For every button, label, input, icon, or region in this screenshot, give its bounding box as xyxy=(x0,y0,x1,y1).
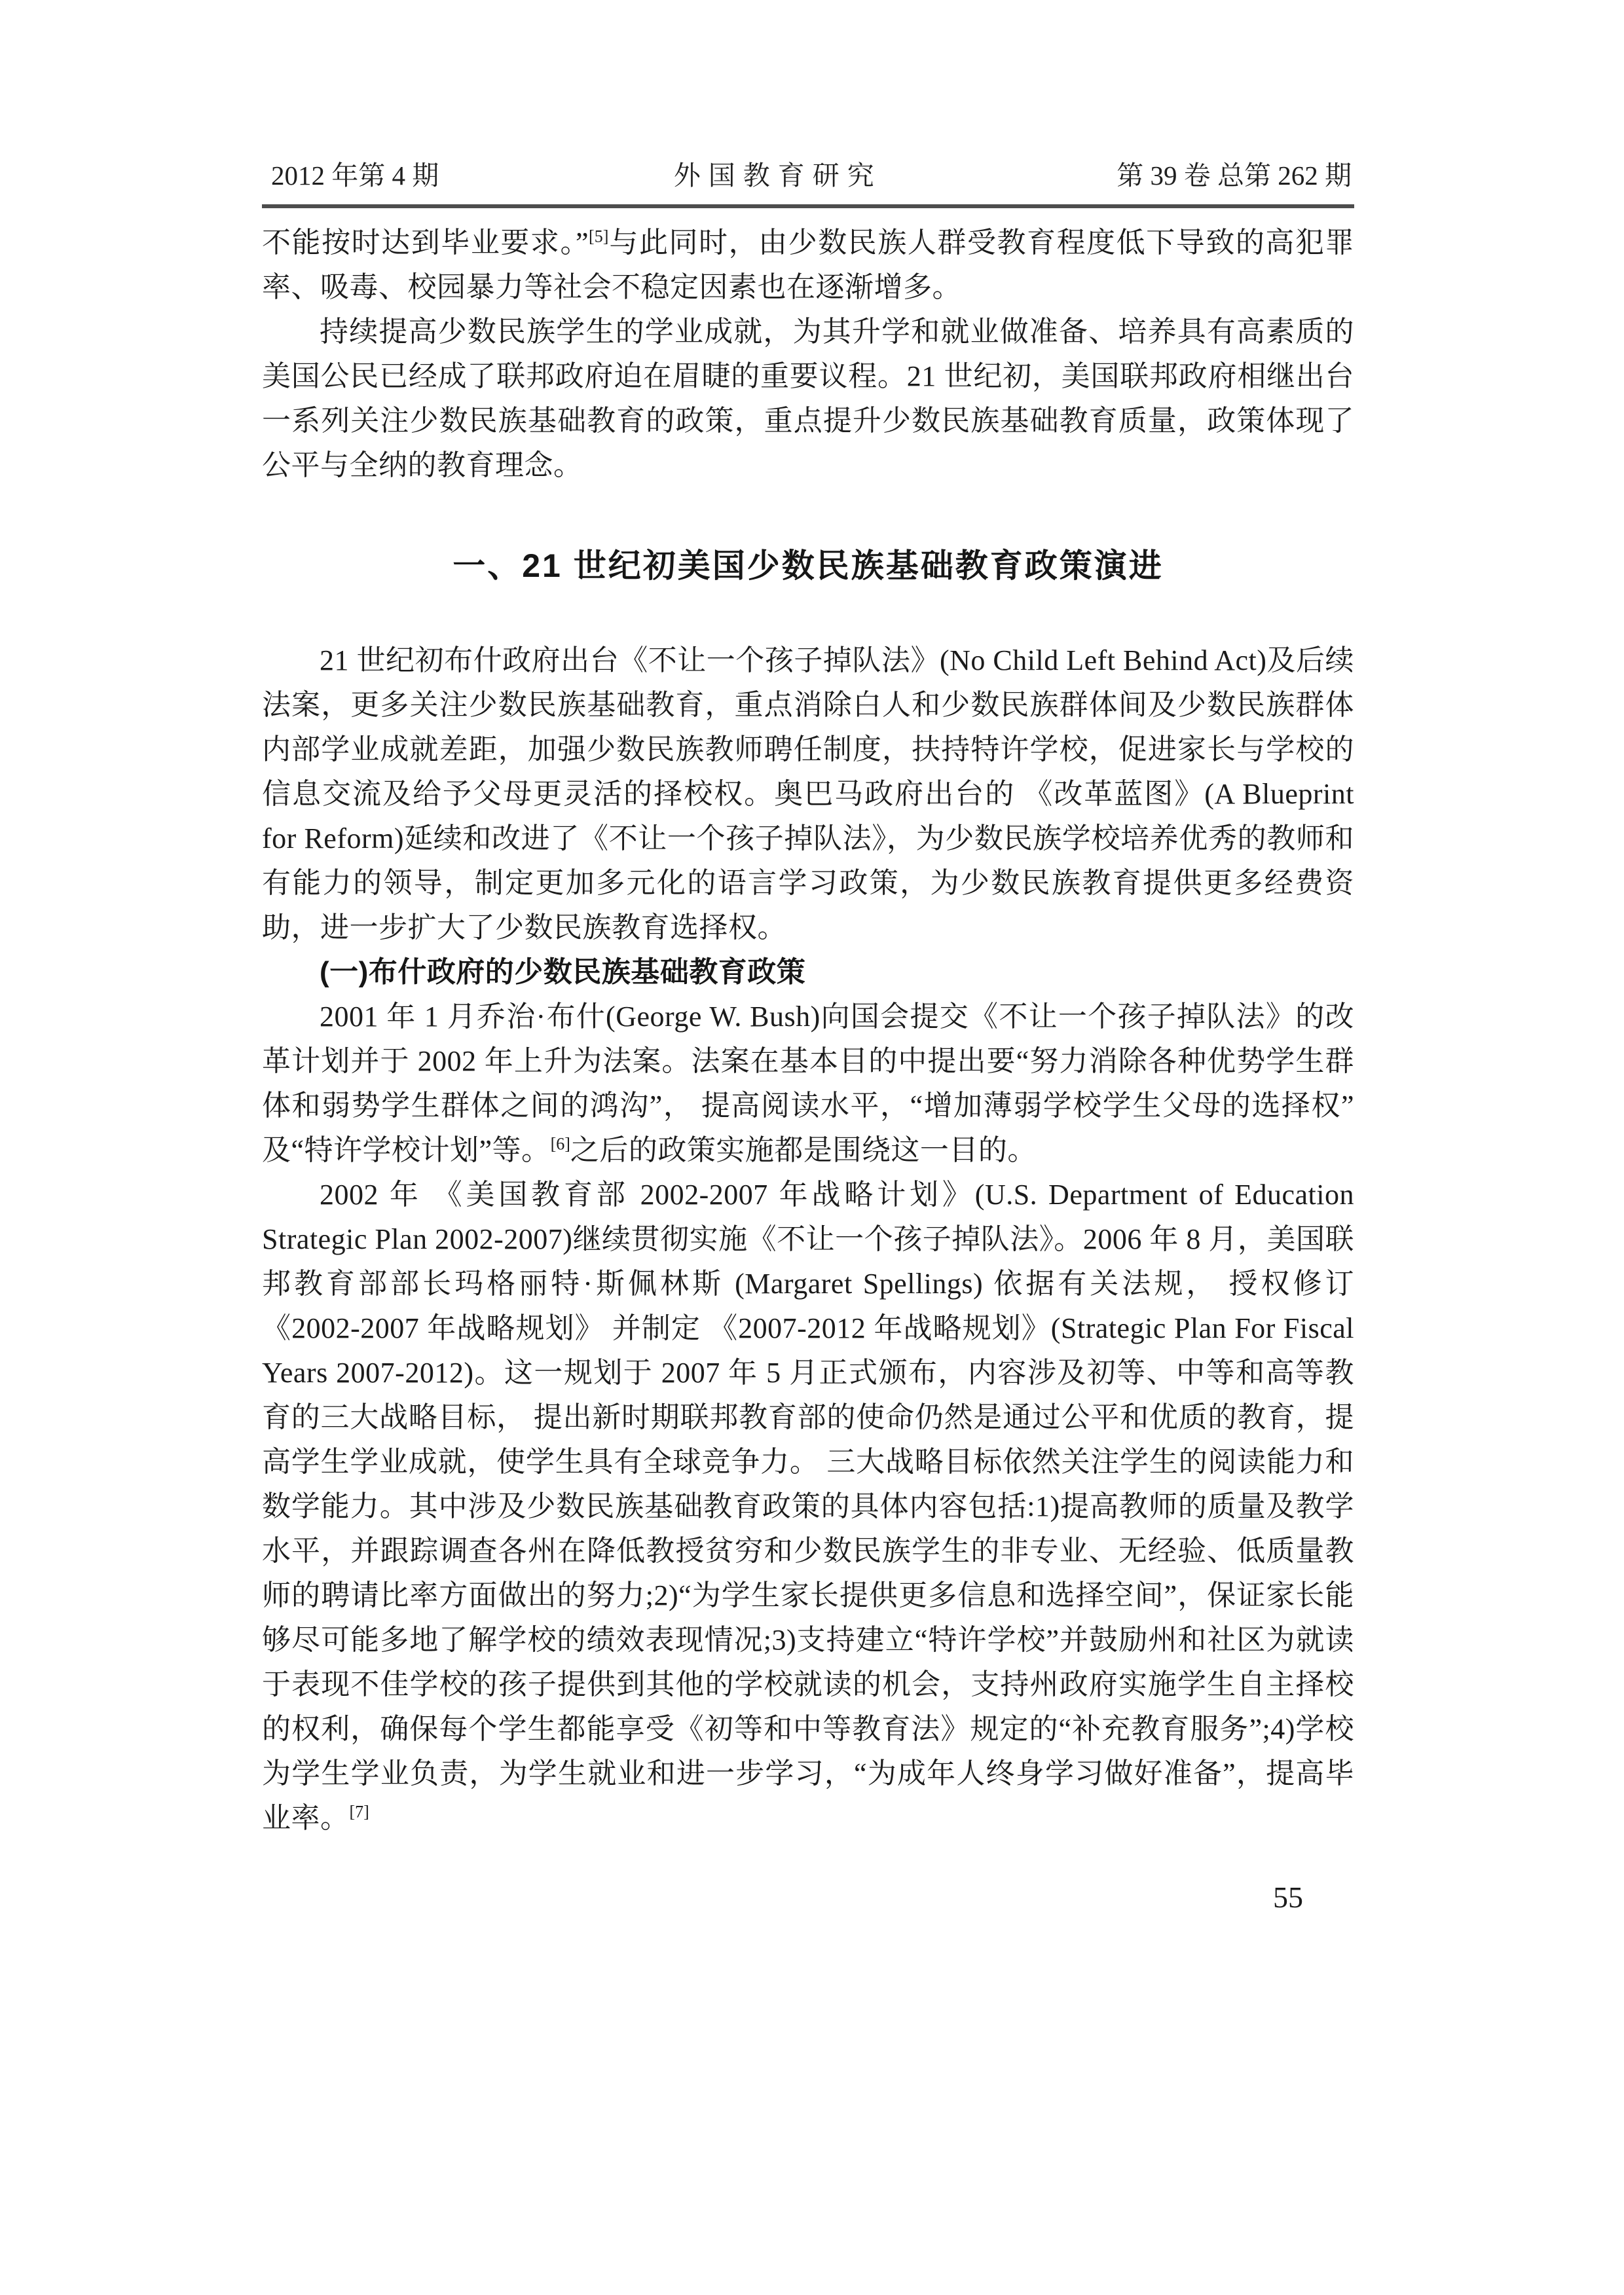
subheading-bush-policy: (一)布什政府的少数民族基础教育政策 xyxy=(320,956,806,988)
footnote-ref: [6] xyxy=(550,1134,570,1154)
paragraph-nclb: 2001 年 1 月乔治·布什(George W. Bush)向国会提交《不让一个孩子掉队法》的改革计划并于 2002 年上升为法案。法案在基本目的中提出要“努力消除各种优势学生群体和弱势学生群体之间的鸿沟”， 提高阅读水平，“增加薄弱学校学生父母的选择权”及“特许学校计划”等。[6]之后的政策实施都是围绕这一目的。 xyxy=(262,1001,1354,1166)
header-issue: 2012 年第 4 期 xyxy=(271,160,439,191)
section-heading-1: 一、21 世纪初美国少数民族基础教育政策演进 xyxy=(452,547,1164,584)
paragraph-policy-overview: 21 世纪初布什政府出台《不让一个孩子掉队法》(No Child Left Behind Act)及后续法案，更多关注少数民族基础教育，重点消除白人和少数民族群体间及少数民族群体内部学业成就差距，加强少数民族教师聘任制度，扶持特许学校，促进家长与学校的信息交流及给予父母更灵活的择校权。奥巴马政府出台的 《改革蓝图》(A Blueprint for Reform)延续和改进了《不让一个孩子掉队法》，为少数民族学校培养优秀的教师和有能力的领导，制定更加多元化的语言学习政策，为少数民族教育提供更多经费资助，进一步扩大了少数民族教育选择权。 xyxy=(262,644,1354,944)
paragraph-intro: 持续提高少数民族学生的学业成就，为其升学和就业做准备、培养具有高素质的美国公民已经成了联邦政府迫在眉睫的重要议程。21 世纪初，美国联邦政府相继出台一系列关注少数民族基础教育的政策，重点提升少数民族基础教育质量，政策体现了公平与全纳的教育理念。 xyxy=(262,316,1354,481)
footnote-ref: [5] xyxy=(589,227,609,246)
header-journal-title: 外国教育研究 xyxy=(673,160,882,191)
header-rule xyxy=(262,204,1354,208)
paragraph-strategic-plan: 2002 年 《美国教育部 2002-2007 年战略计划》(U.S. Department of Education Strategic Plan 2002-2007)继续贯彻实施《不让一个孩子掉队法》。2006 年 8 月，美国联邦教育部部长玛格丽特·斯佩林斯 (Margaret Spellings) 依据有关法规， 授权修订《2002-2007 年战略规划》 并制定 《2007-2012 年战略规划》(Strategic Plan For Fiscal Years 2007-2012)。这一规划于 2007 年 5 月正式颁布，内容涉及初等、中等和高等教育的三大战略目标， 提出新时期联邦教育部的使命仍然是通过公平和优质的教育，提高学生学业成就，使学生具有全球竞争力。 三大战略目标依然关注学生的阅读能力和数学能力。其中涉及少数民族基础教育政策的具体内容包括:1)提高教师的质量及教学水平，并跟踪调查各州在降低教授贫穷和少数民族学生的非专业、无经验、低质量教师的聘请比率方面做出的努力;2)“为学生家长提供更多信息和选择空间”，保证家长能够尽可能多地了解学校的绩效表现情况;3)支持建立“特许学校”并鼓励州和社区为就读于表现不佳学校的孩子提供到其他的学校就读的机会，支持州政府实施学生自主择校的权利，确保每个学生都能享受《初等和中等教育法》规定的“补充教育服务”;4)学校为学生学业负责，为学生就业和进一步学习，“为成年人终身学习做好准备”，提高毕业率。[7] xyxy=(262,1179,1354,1834)
page-content xyxy=(262,158,1354,1841)
header-volume: 第 39 卷 总第 262 期 xyxy=(1116,160,1352,191)
article-body xyxy=(262,221,1354,1841)
page-number: 55 xyxy=(1273,1881,1303,1914)
footnote-ref: [7] xyxy=(349,1802,369,1822)
journal-header xyxy=(262,158,1354,193)
paragraph-continuation: 不能按时达到毕业要求。”[5]与此同时，由少数民族人群受教育程度低下导致的高犯罪率、吸毒、校园暴力等社会不稳定因素也在逐渐增多。 xyxy=(262,227,1354,303)
